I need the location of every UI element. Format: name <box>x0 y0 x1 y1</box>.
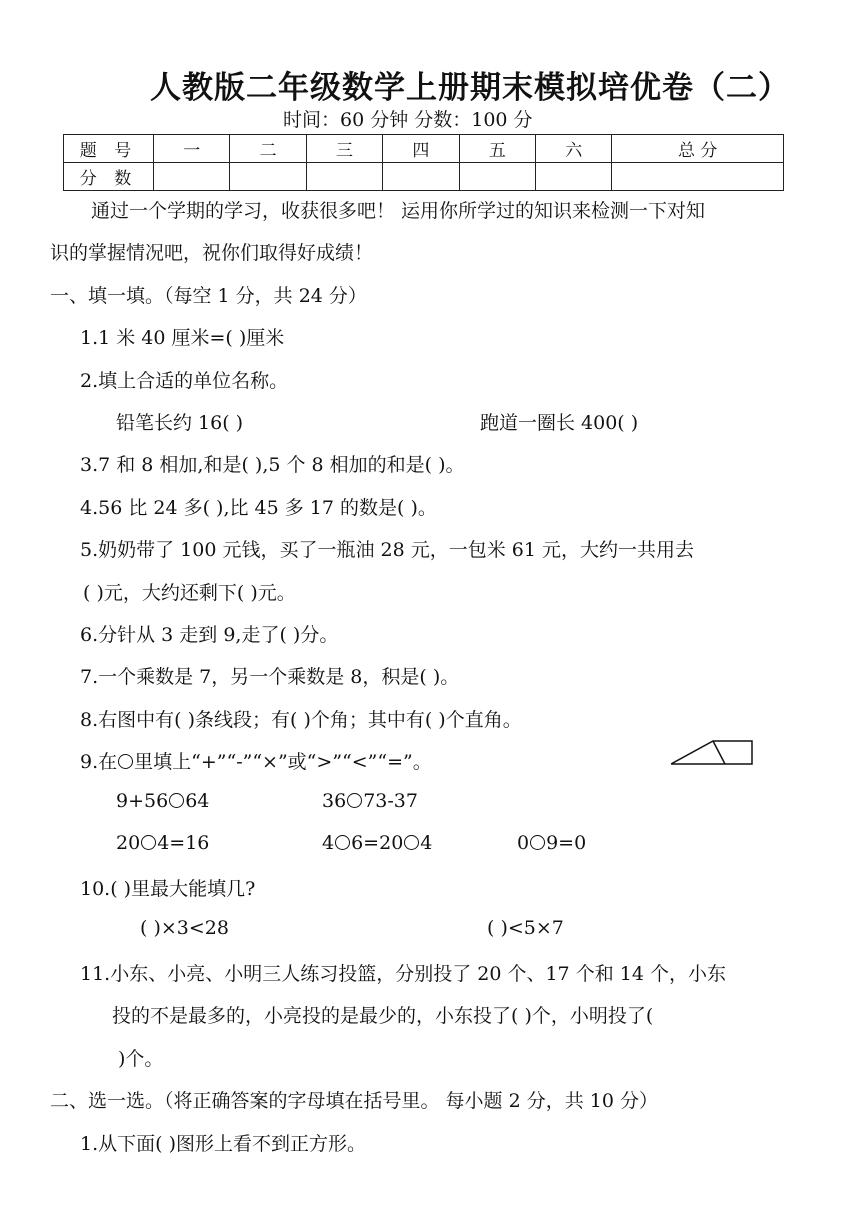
q9-item-text: 9+56 <box>116 790 169 812</box>
header-cell: 一 <box>154 135 230 163</box>
header-cell: 二 <box>230 135 306 163</box>
question-10: 10.( )里最大能填几? <box>80 878 256 900</box>
geometry-figure <box>668 738 756 768</box>
question-11-line-2: 投的不是最多的，小亮投的是最少的，小东投了( )个，小明投了( <box>112 1005 654 1027</box>
q9-item-3 <box>116 832 209 854</box>
q9-suffix: 里填上“+”“-”“×”或“>”“<”“=”。 <box>134 751 432 773</box>
question-5-line-2: ( )元，大约还剩下( )元。 <box>83 582 296 604</box>
q9-item-text: 0 <box>517 832 530 854</box>
q9-item-text: 73-37 <box>363 790 418 812</box>
question-5-line-1: 5.奶奶带了 100 元钱，买了一瓶油 28 元，一包米 61 元，大约一共用去 <box>80 539 694 561</box>
question-11-line-3: )个。 <box>118 1048 164 1070</box>
question-7: 7.一个乘数是 7，另一个乘数是 8，积是( )。 <box>80 666 460 688</box>
q9-item-text: 36 <box>322 790 347 812</box>
score-table-score-row <box>64 163 784 191</box>
page-title: 人教版二年级数学上册期末模拟培优卷（二） <box>150 70 790 106</box>
intro-line-2: 识的掌握情况吧，祝你们取得好成绩！ <box>50 242 374 264</box>
question-1: 1.1 米 40 厘米=( )厘米 <box>80 327 285 349</box>
question-6: 6.分针从 3 走到 9,走了( )分。 <box>80 624 339 646</box>
q9-item-text: 9=0 <box>546 832 587 854</box>
q9-item-text: 64 <box>185 790 210 812</box>
question-2: 2.填上合适的单位名称。 <box>80 370 289 392</box>
question-8: 8.右图中有( )条线段；有( )个角；其中有( )个直角。 <box>80 709 522 731</box>
q9-item-1 <box>116 790 209 812</box>
figure-inner-segment <box>713 741 725 764</box>
section2-question-1: 1.从下面( )图形上看不到正方形。 <box>80 1133 366 1155</box>
question-9 <box>80 747 432 774</box>
score-cell[interactable] <box>230 163 306 191</box>
circle-icon[interactable] <box>404 835 419 850</box>
header-cell: 五 <box>459 135 535 163</box>
score-table <box>63 134 784 191</box>
header-cell: 三 <box>306 135 382 163</box>
question-4: 4.56 比 24 多( ),比 45 多 17 的数是( )。 <box>80 497 437 519</box>
q9-item-text: 20 <box>116 832 141 854</box>
question-10a: ( )×3<28 <box>140 917 229 939</box>
circle-icon <box>118 754 133 769</box>
circle-icon[interactable] <box>141 835 156 850</box>
circle-icon[interactable] <box>335 835 350 850</box>
question-11-line-1: 11.小东、小亮、小明三人练习投篮，分别投了 20 个、17 个和 14 个，小东 <box>80 963 726 985</box>
score-table-header-row <box>64 135 784 163</box>
question-2b: 跑道一圈长 400( ) <box>480 412 639 434</box>
header-cell: 六 <box>536 135 612 163</box>
q9-item-2 <box>322 790 418 812</box>
question-10b: ( )<5×7 <box>487 917 564 939</box>
score-cell[interactable] <box>612 163 784 191</box>
circle-icon[interactable] <box>530 835 545 850</box>
q9-item-text: 4 <box>322 832 335 854</box>
q9-item-5 <box>517 832 586 854</box>
section2-heading: 二、选一选。（将正确答案的字母填在括号里。 每小题 2 分，共 10 分） <box>50 1090 658 1112</box>
circle-icon[interactable] <box>169 793 184 808</box>
q9-item-4 <box>322 832 432 854</box>
intro-line-1: 通过一个学期的学习，收获很多吧！ 运用你所学过的知识来检测一下对知 <box>91 200 706 222</box>
question-3: 3.7 和 8 相加,和是( ),5 个 8 相加的和是( )。 <box>80 454 465 476</box>
score-cell[interactable] <box>536 163 612 191</box>
figure-outline <box>671 741 752 764</box>
score-row-label: 分 数 <box>64 163 154 191</box>
q9-item-text: 6=20 <box>351 832 404 854</box>
score-cell[interactable] <box>383 163 459 191</box>
header-cell: 四 <box>383 135 459 163</box>
q9-item-text: 4=16 <box>157 832 210 854</box>
question-2a: 铅笔长约 16( ) <box>116 412 244 434</box>
circle-icon[interactable] <box>347 793 362 808</box>
q9-prefix: 9.在 <box>80 751 118 773</box>
time-score-info: 时间：60 分钟 分数：100 分 <box>283 109 533 131</box>
header-cell: 题 号 <box>64 135 154 163</box>
q9-item-text: 4 <box>420 832 433 854</box>
section1-heading: 一、填一填。（每空 1 分，共 24 分） <box>50 285 367 307</box>
score-cell[interactable] <box>154 163 230 191</box>
score-cell[interactable] <box>459 163 535 191</box>
score-cell[interactable] <box>306 163 382 191</box>
header-cell: 总 分 <box>612 135 784 163</box>
